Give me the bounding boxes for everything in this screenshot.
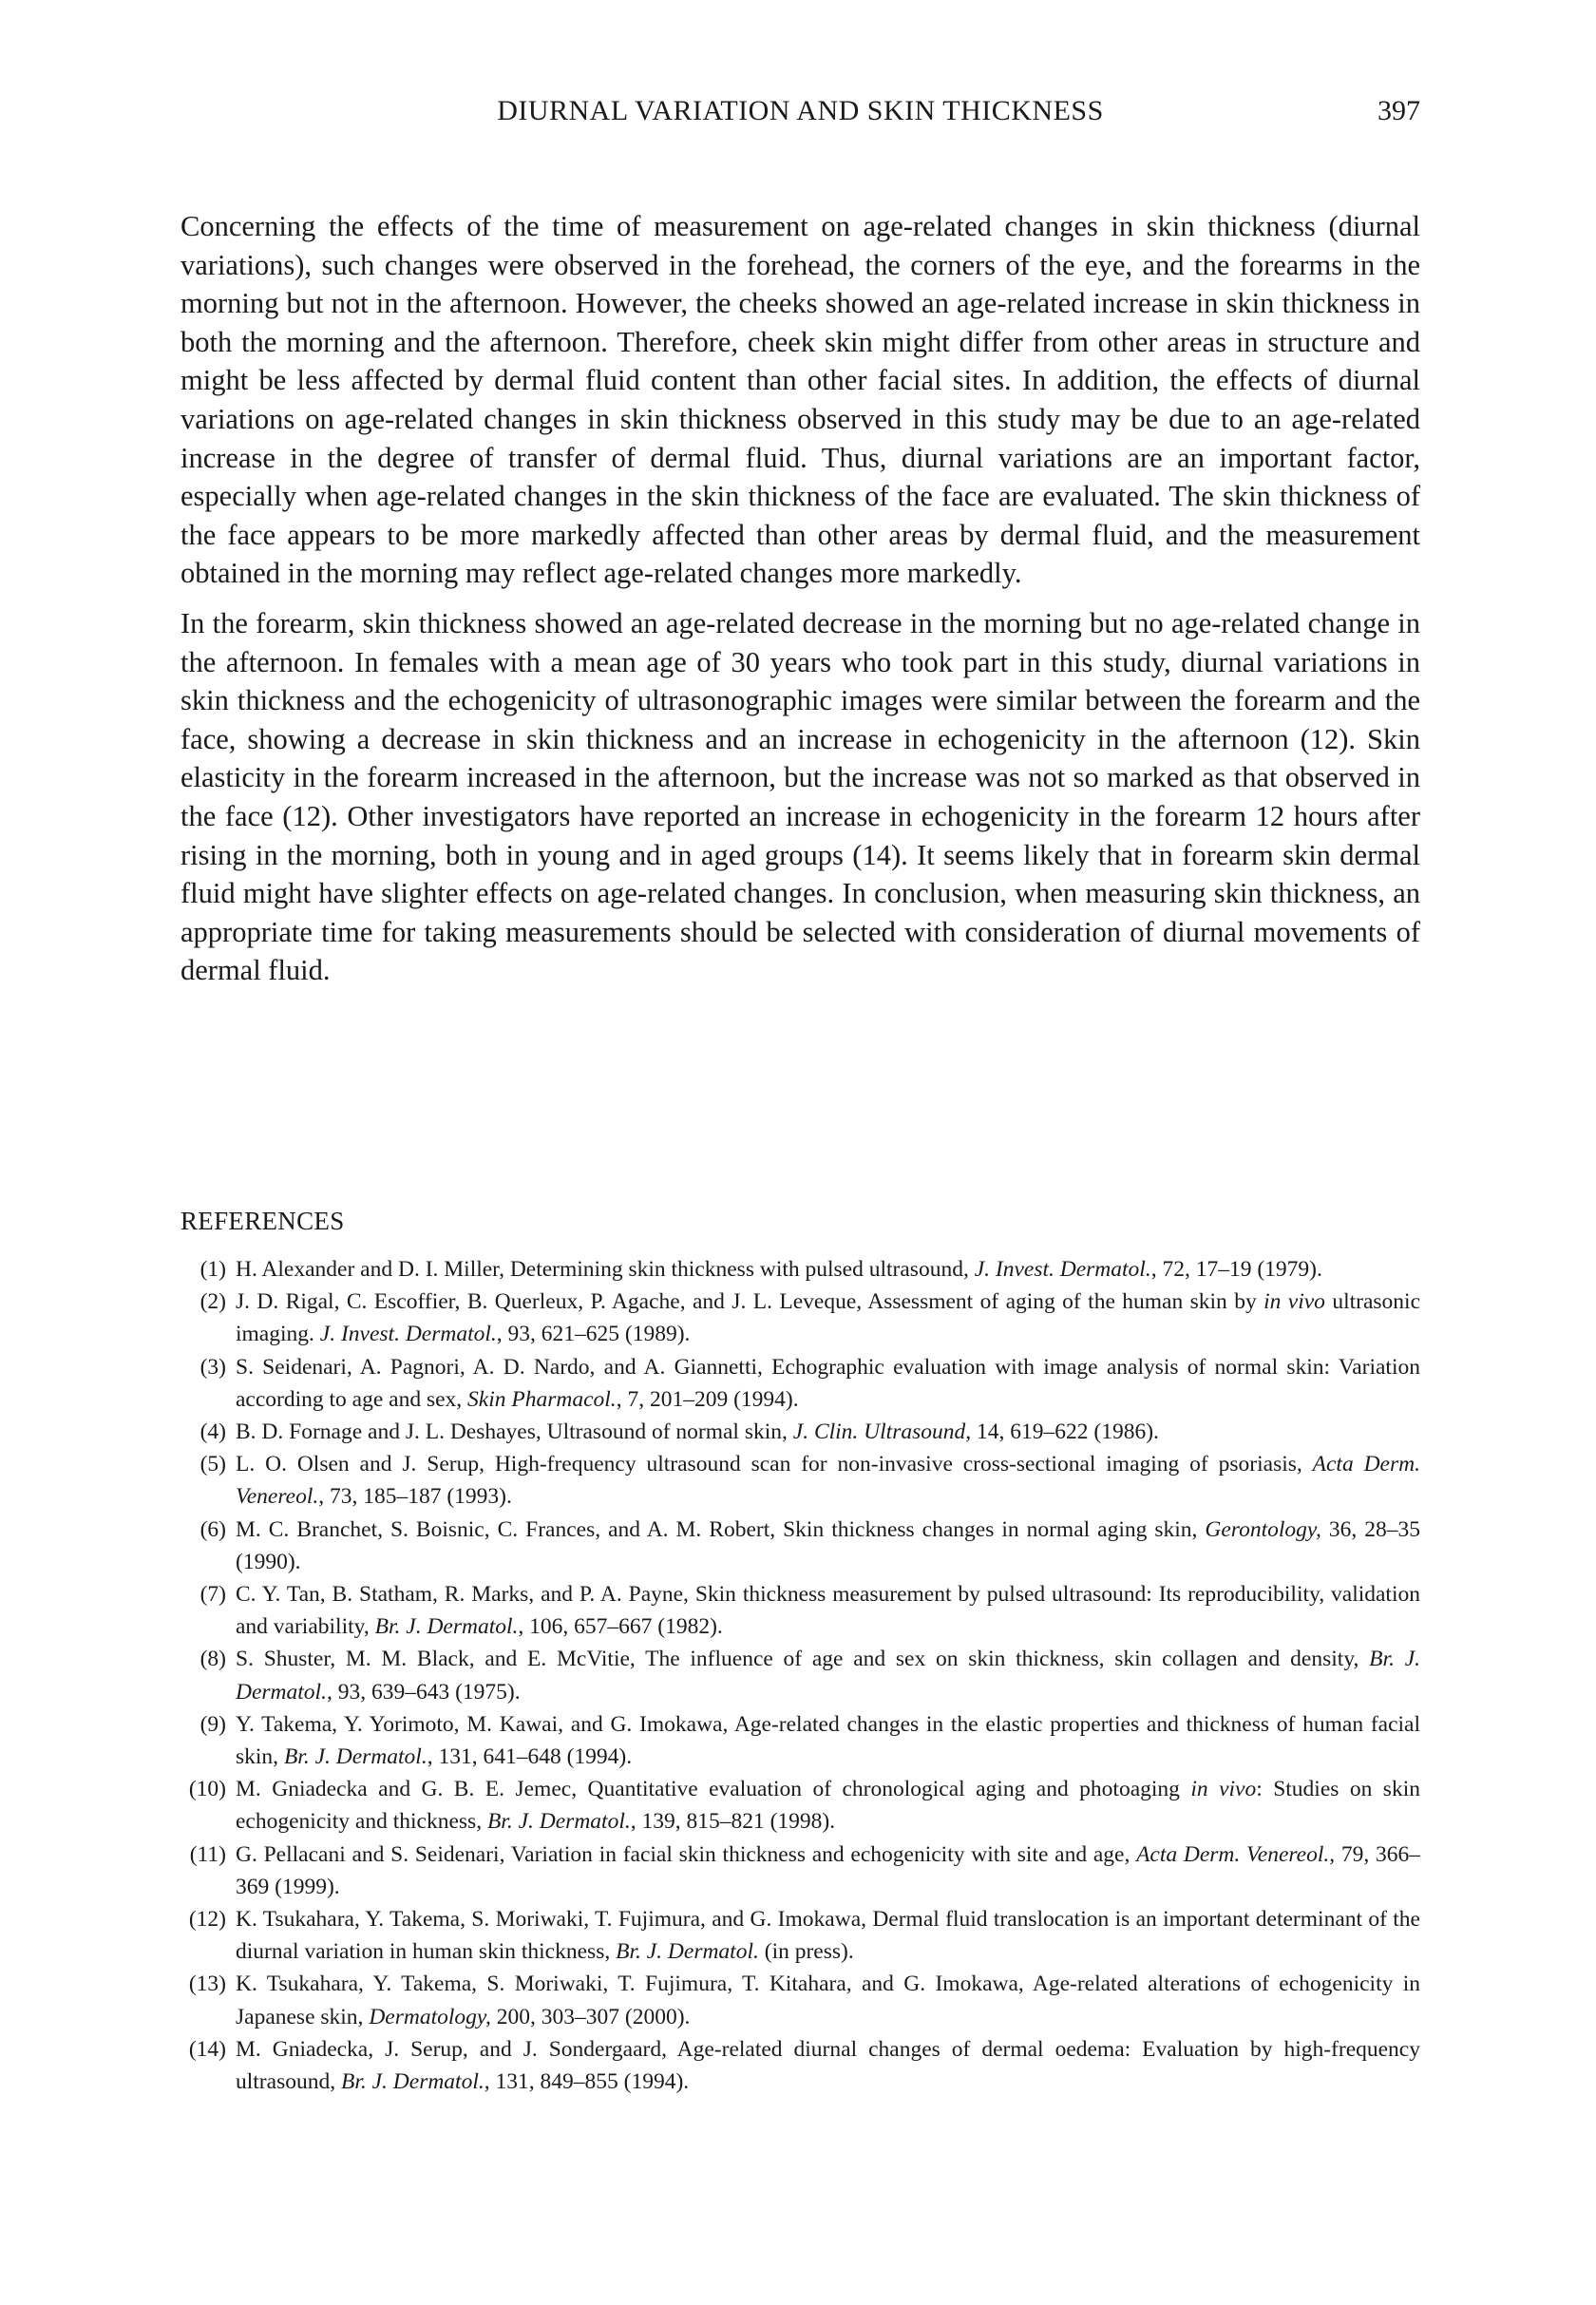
reference-italic-segment: Br. J. Dermatol.	[374, 1614, 519, 1640]
reference-number: (14)	[188, 2036, 226, 2062]
reference-number: (13)	[188, 1972, 226, 1997]
reference-text	[236, 1773, 1420, 1838]
reference-italic-segment: Br. J. Dermatol.	[340, 2069, 484, 2095]
reference-segment: K. Tsukahara, Y. Takema, S. Moriwaki, T. Fujimura, and G. Imokawa, Dermal fluid translocation is an important determinant of the diurnal variation in human skin thickness,	[236, 1907, 1420, 1965]
running-header	[180, 95, 1420, 137]
reference-italic-segment: Br. J. Dermatol.	[486, 1809, 631, 1835]
reference-text	[236, 1351, 1420, 1416]
reference-italic-segment: Br. J. Dermatol.	[236, 1647, 1420, 1705]
reference-italic-segment: Dermatology,	[369, 2004, 491, 2029]
reference-number: (4)	[200, 1419, 226, 1445]
reference-text	[236, 1578, 1420, 1643]
reference-number: (7)	[200, 1582, 226, 1608]
reference-italic-segment: J. Invest. Dermatol.	[319, 1322, 497, 1347]
reference-number: (1)	[200, 1257, 226, 1282]
reference-number: (10)	[188, 1777, 226, 1802]
reference-segment: , 93, 639–643 (1975).	[326, 1679, 521, 1705]
reference-number: (12)	[188, 1907, 226, 1933]
reference-segment: M. Gniadecka and G. B. E. Jemec, Quantitative evaluation of chronological aging and photoaging	[236, 1777, 1191, 1802]
reference-italic-segment: Acta Derm. Venereol.	[1136, 1841, 1330, 1867]
reference-italic-segment: Br. J. Dermatol.	[283, 1744, 428, 1770]
reference-segment: M. Gniadecka, J. Serup, and J. Sondergaard, Age-related diurnal changes of dermal oedema: Evaluation by high-frequency ultrasound,	[236, 2036, 1420, 2095]
page-number: 397	[1378, 95, 1420, 126]
reference-segment: , 139, 815–821 (1998).	[630, 1809, 836, 1835]
reference-segment: , 72, 17–19 (1979).	[1150, 1257, 1322, 1282]
running-title: DIURNAL VARIATION AND SKIN THICKNESS	[497, 95, 1104, 126]
references-section	[180, 1207, 1420, 2098]
reference-segment: , 106, 657–667 (1982).	[518, 1614, 723, 1640]
reference-number: (9)	[200, 1711, 226, 1737]
reference-segment: S. Seidenari, A. Pagnori, A. D. Nardo, and A. Giannetti, Echographic evaluation with image analysis of normal skin: Variation according to age and sex,	[236, 1354, 1420, 1412]
reference-item	[180, 1514, 1420, 1578]
reference-item	[180, 1578, 1420, 1643]
reference-text	[236, 1253, 1420, 1286]
reference-segment: , 93, 621–625 (1989).	[496, 1322, 691, 1347]
reference-number: (5)	[200, 1452, 226, 1477]
reference-text	[236, 1838, 1420, 1903]
reference-segment: 200, 303–307 (2000).	[490, 2004, 691, 2029]
reference-item	[180, 1903, 1420, 1968]
reference-italic-segment: in vivo	[1190, 1777, 1257, 1802]
reference-segment: K. Tsukahara, Y. Takema, S. Moriwaki, T. Fujimura, T. Kitahara, and G. Imokawa, Age-related alterations of echogenicity in Japanese skin,	[236, 1972, 1420, 2029]
reference-text	[236, 2033, 1420, 2098]
paragraph: Concerning the effects of the time of measurement on age-related changes in skin thickness (diurnal variations), such changes were observed in the forehead, the corners of the eye, and the forearms in the morning but not in the afternoon. However, the cheeks showed an age-related increase in skin thickness in both the morning and the afternoon. Therefore, cheek skin might differ from other areas in structure and might be less affected by dermal fluid content than other facial sites. In addition, the effects of diurnal variations on age-related changes in skin thickness observed in this study may be due to an age-related increase in the degree of transfer of dermal fluid. Thus, diurnal variations are an important factor, especially when age-related changes in the skin thickness of the face are evaluated. The skin thickness of the face appears to be more markedly affected than other areas by dermal fluid, and the measurement obtained in the morning may reflect age-related changes more markedly.	[180, 210, 1420, 590]
reference-italic-segment: J. Clin. Ultrasound,	[792, 1419, 972, 1445]
reference-segment: C. Y. Tan, B. Statham, R. Marks, and P. A. Payne, Skin thickness measurement by pulsed ultrasound: Its reproducibility, validation and variability,	[236, 1582, 1420, 1640]
reference-italic-segment: in vivo	[1264, 1289, 1325, 1315]
reference-list	[180, 1253, 1420, 2098]
reference-italic-segment: Acta Derm. Venereol.	[236, 1452, 1420, 1510]
reference-text	[236, 1448, 1420, 1513]
reference-number: (11)	[189, 1841, 226, 1867]
reference-italic-segment: Br. J. Dermatol.	[616, 1939, 759, 1965]
body-text	[180, 207, 1420, 1001]
reference-number: (3)	[200, 1354, 226, 1380]
reference-number: (2)	[200, 1289, 226, 1315]
reference-segment: B. D. Fornage and J. L. Deshayes, Ultrasound of normal skin,	[236, 1419, 793, 1445]
reference-item	[180, 2033, 1420, 2098]
reference-text	[236, 1643, 1420, 1707]
reference-number: (6)	[200, 1516, 226, 1542]
reference-italic-segment: Skin Pharmacol.	[467, 1386, 617, 1412]
reference-segment: Y. Takema, Y. Yorimoto, M. Kawai, and G. Imokawa, Age-related changes in the elastic properties and thickness of human facial skin,	[236, 1711, 1420, 1770]
reference-text	[236, 1708, 1420, 1773]
reference-item	[180, 1643, 1420, 1707]
reference-segment: , 7, 201–209 (1994).	[616, 1386, 799, 1412]
reference-item	[180, 1448, 1420, 1513]
reference-item	[180, 1253, 1420, 1286]
reference-segment: J. D. Rigal, C. Escoffier, B. Querleux, P. Agache, and J. L. Leveque, Assessment of aging of the human skin by	[236, 1289, 1264, 1315]
reference-segment: , 73, 185–187 (1993).	[318, 1484, 512, 1510]
reference-segment: 36, 28–35 (1990).	[236, 1516, 1420, 1574]
reference-text	[236, 1514, 1420, 1578]
paragraph: In the forearm, skin thickness showed an age-related decrease in the morning but no age-related change in the afternoon. In females with a mean age of 30 years who took part in this study, diurnal variations in skin thickness and the echogenicity of ultrasonographic images were similar between the forearm and the face, showing a decrease in skin thickness and an increase in echogenicity in the afternoon (12). Skin elasticity in the forearm increased in the afternoon, but the increase was not so marked as that observed in the face (12). Other investigators have reported an increase in echogenicity in the forearm 12 hours after rising in the morning, both in young and in aged groups (14). It seems likely that in forearm skin dermal fluid might have slighter effects on age-related changes. In conclusion, when measuring skin thickness, an appropriate time for taking measurements should be selected with consideration of diurnal movements of dermal fluid.	[180, 606, 1420, 987]
reference-text	[236, 1286, 1420, 1350]
reference-segment: , 79, 366–369 (1999).	[236, 1841, 1421, 1899]
reference-item	[180, 1351, 1420, 1416]
reference-item	[180, 1286, 1420, 1350]
reference-item	[180, 1968, 1420, 2032]
reference-segment: , 131, 641–648 (1994).	[427, 1744, 633, 1770]
reference-text	[236, 1416, 1420, 1448]
reference-segment: S. Shuster, M. M. Black, and E. McVitie, The influence of age and sex on skin thickness, skin collagen and density,	[236, 1647, 1370, 1672]
reference-text	[236, 1968, 1420, 2032]
reference-item	[180, 1416, 1420, 1448]
reference-item	[180, 1838, 1420, 1903]
reference-segment: , 131, 849–855 (1994).	[484, 2069, 690, 2095]
reference-segment: ultrasonic imaging.	[236, 1289, 1421, 1347]
reference-segment: M. C. Branchet, S. Boisnic, C. Frances, and A. M. Robert, Skin thickness changes in normal aging skin,	[236, 1516, 1206, 1542]
reference-item	[180, 1773, 1420, 1838]
reference-segment: (in press).	[758, 1939, 854, 1965]
reference-item	[180, 1708, 1420, 1773]
reference-number: (8)	[200, 1647, 226, 1672]
reference-italic-segment: J. Invest. Dermatol.	[974, 1257, 1151, 1282]
reference-segment: G. Pellacani and S. Seidenari, Variation in facial skin thickness and echogenicity with site and age,	[236, 1841, 1137, 1867]
references-heading: REFERENCES	[180, 1207, 345, 1235]
reference-text	[236, 1903, 1420, 1968]
reference-segment: : Studies on skin echogenicity and thickness,	[236, 1777, 1420, 1835]
reference-segment: L. O. Olsen and J. Serup, High-frequency ultrasound scan for non-invasive cross-sectional imaging of psoriasis,	[236, 1452, 1313, 1477]
reference-italic-segment: Gerontology,	[1205, 1516, 1321, 1542]
reference-segment: H. Alexander and D. I. Miller, Determining skin thickness with pulsed ultrasound,	[236, 1257, 975, 1282]
reference-segment: 14, 619–622 (1986).	[971, 1419, 1159, 1445]
